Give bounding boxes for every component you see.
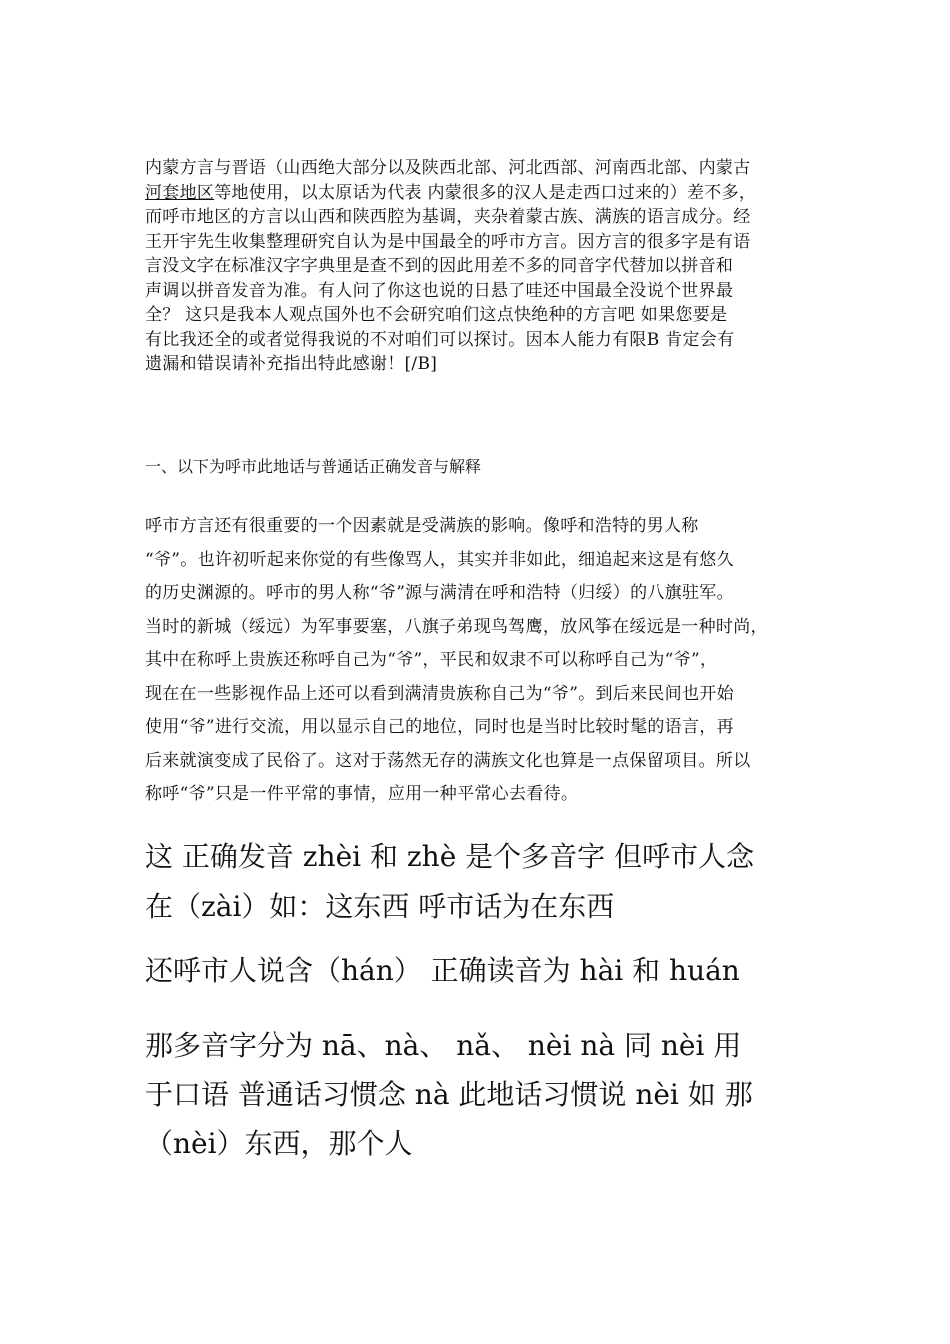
section-heading: 一、以下为呼市此地话与普通话正确发音与解释: [145, 457, 482, 476]
intro-line: 声调以拼音发音为准。有人问了你这也说的日悬了哇还中国最全没说个世界最: [145, 280, 734, 301]
history-line: “爷”。也许初听起来你觉的有些像骂人，其实并非如此，细追起来这是有悠久: [145, 549, 734, 570]
pronunciation-entry-han: [145, 946, 740, 996]
entry-line: 这 正确发音 zhèi 和 zhè 是个多音字 但呼市人念: [145, 840, 755, 873]
intro-line: 有比我还全的或者觉得我说的不对咱们可以探讨。因本人能力有限B 肯定会有: [145, 329, 735, 350]
pronunciation-entry-zhe: [145, 832, 754, 932]
intro-line-rest: 等地使用，以太原话为代表 内蒙很多的汉人是走西口过来的）差不多，: [214, 182, 757, 203]
history-line: 使用“爷”进行交流，用以显示自己的地位，同时也是当时比较时髦的语言，再: [145, 717, 734, 737]
entry-line: 那多音字分为 nā、nà、 nǎ、 nèi nà 同 nèi 用: [145, 1029, 742, 1062]
history-paragraph: [145, 510, 820, 812]
history-line: 的历史渊源的。呼市的男人称“爷”源与满清在呼和浩特（归绥）的八旗驻军。: [145, 583, 734, 603]
entry-line: 在（zài）如：这东西 呼市话为在东西: [145, 890, 615, 923]
intro-line: 王开宇先生收集整理研究自认为是中国最全的呼市方言。因方言的很多字是有语: [145, 231, 751, 252]
entry-line: 于口语 普通话习惯念 nà 此地话习惯说 nèi 如 那: [145, 1078, 753, 1111]
entry-line: 还呼市人说含（hán） 正确读音为 hài 和 huán: [145, 954, 740, 987]
intro-paragraph: [145, 156, 820, 377]
intro-line: 内蒙方言与晋语（山西绝大部分以及陕西北部、河北西部、河南西北部、内蒙古: [145, 158, 751, 178]
intro-line: 遗漏和错误请补充指出特此感谢！[/B]: [145, 354, 438, 374]
history-line: 现在在一些影视作品上还可以看到满清贵族称自己为“爷”。到后来民间也开始: [145, 683, 734, 704]
history-line: 称呼“爷”只是一件平常的事情，应用一种平常心去看待。: [145, 784, 579, 804]
history-line: 呼市方言还有很重要的一个因素就是受满族的影响。像呼和浩特的男人称: [145, 516, 699, 536]
history-line: 其中在称呼上贵族还称呼自己为“爷”，平民和奴隶不可以称呼自己为“爷”，: [145, 650, 718, 670]
intro-line: [145, 181, 820, 206]
intro-line: 言没文字在标准汉字字典里是查不到的因此用差不多的同音字代替加以拼音和: [145, 256, 734, 276]
intro-line: 全？ 这只是我本人观点国外也不会研究咱们这点快绝种的方言吧 如果您要是: [145, 305, 728, 325]
history-line: 当时的新城（绥远）为军事要塞，八旗子弟现鸟驾鹰，放风筝在绥远是一种时尚，: [145, 616, 768, 637]
pronunciation-entry-na: [145, 1021, 753, 1168]
entry-line: （nèi）东西，那个人: [145, 1127, 413, 1160]
history-line: 后来就演变成了民俗了。这对于荡然无存的满族文化也算是一点保留项目。所以: [145, 750, 751, 771]
intro-line: 而呼市地区的方言以山西和陕西腔为基调，夹杂着蒙古族、满族的语言成分。经: [145, 207, 751, 227]
underlined-term: 河套地区: [145, 182, 215, 203]
